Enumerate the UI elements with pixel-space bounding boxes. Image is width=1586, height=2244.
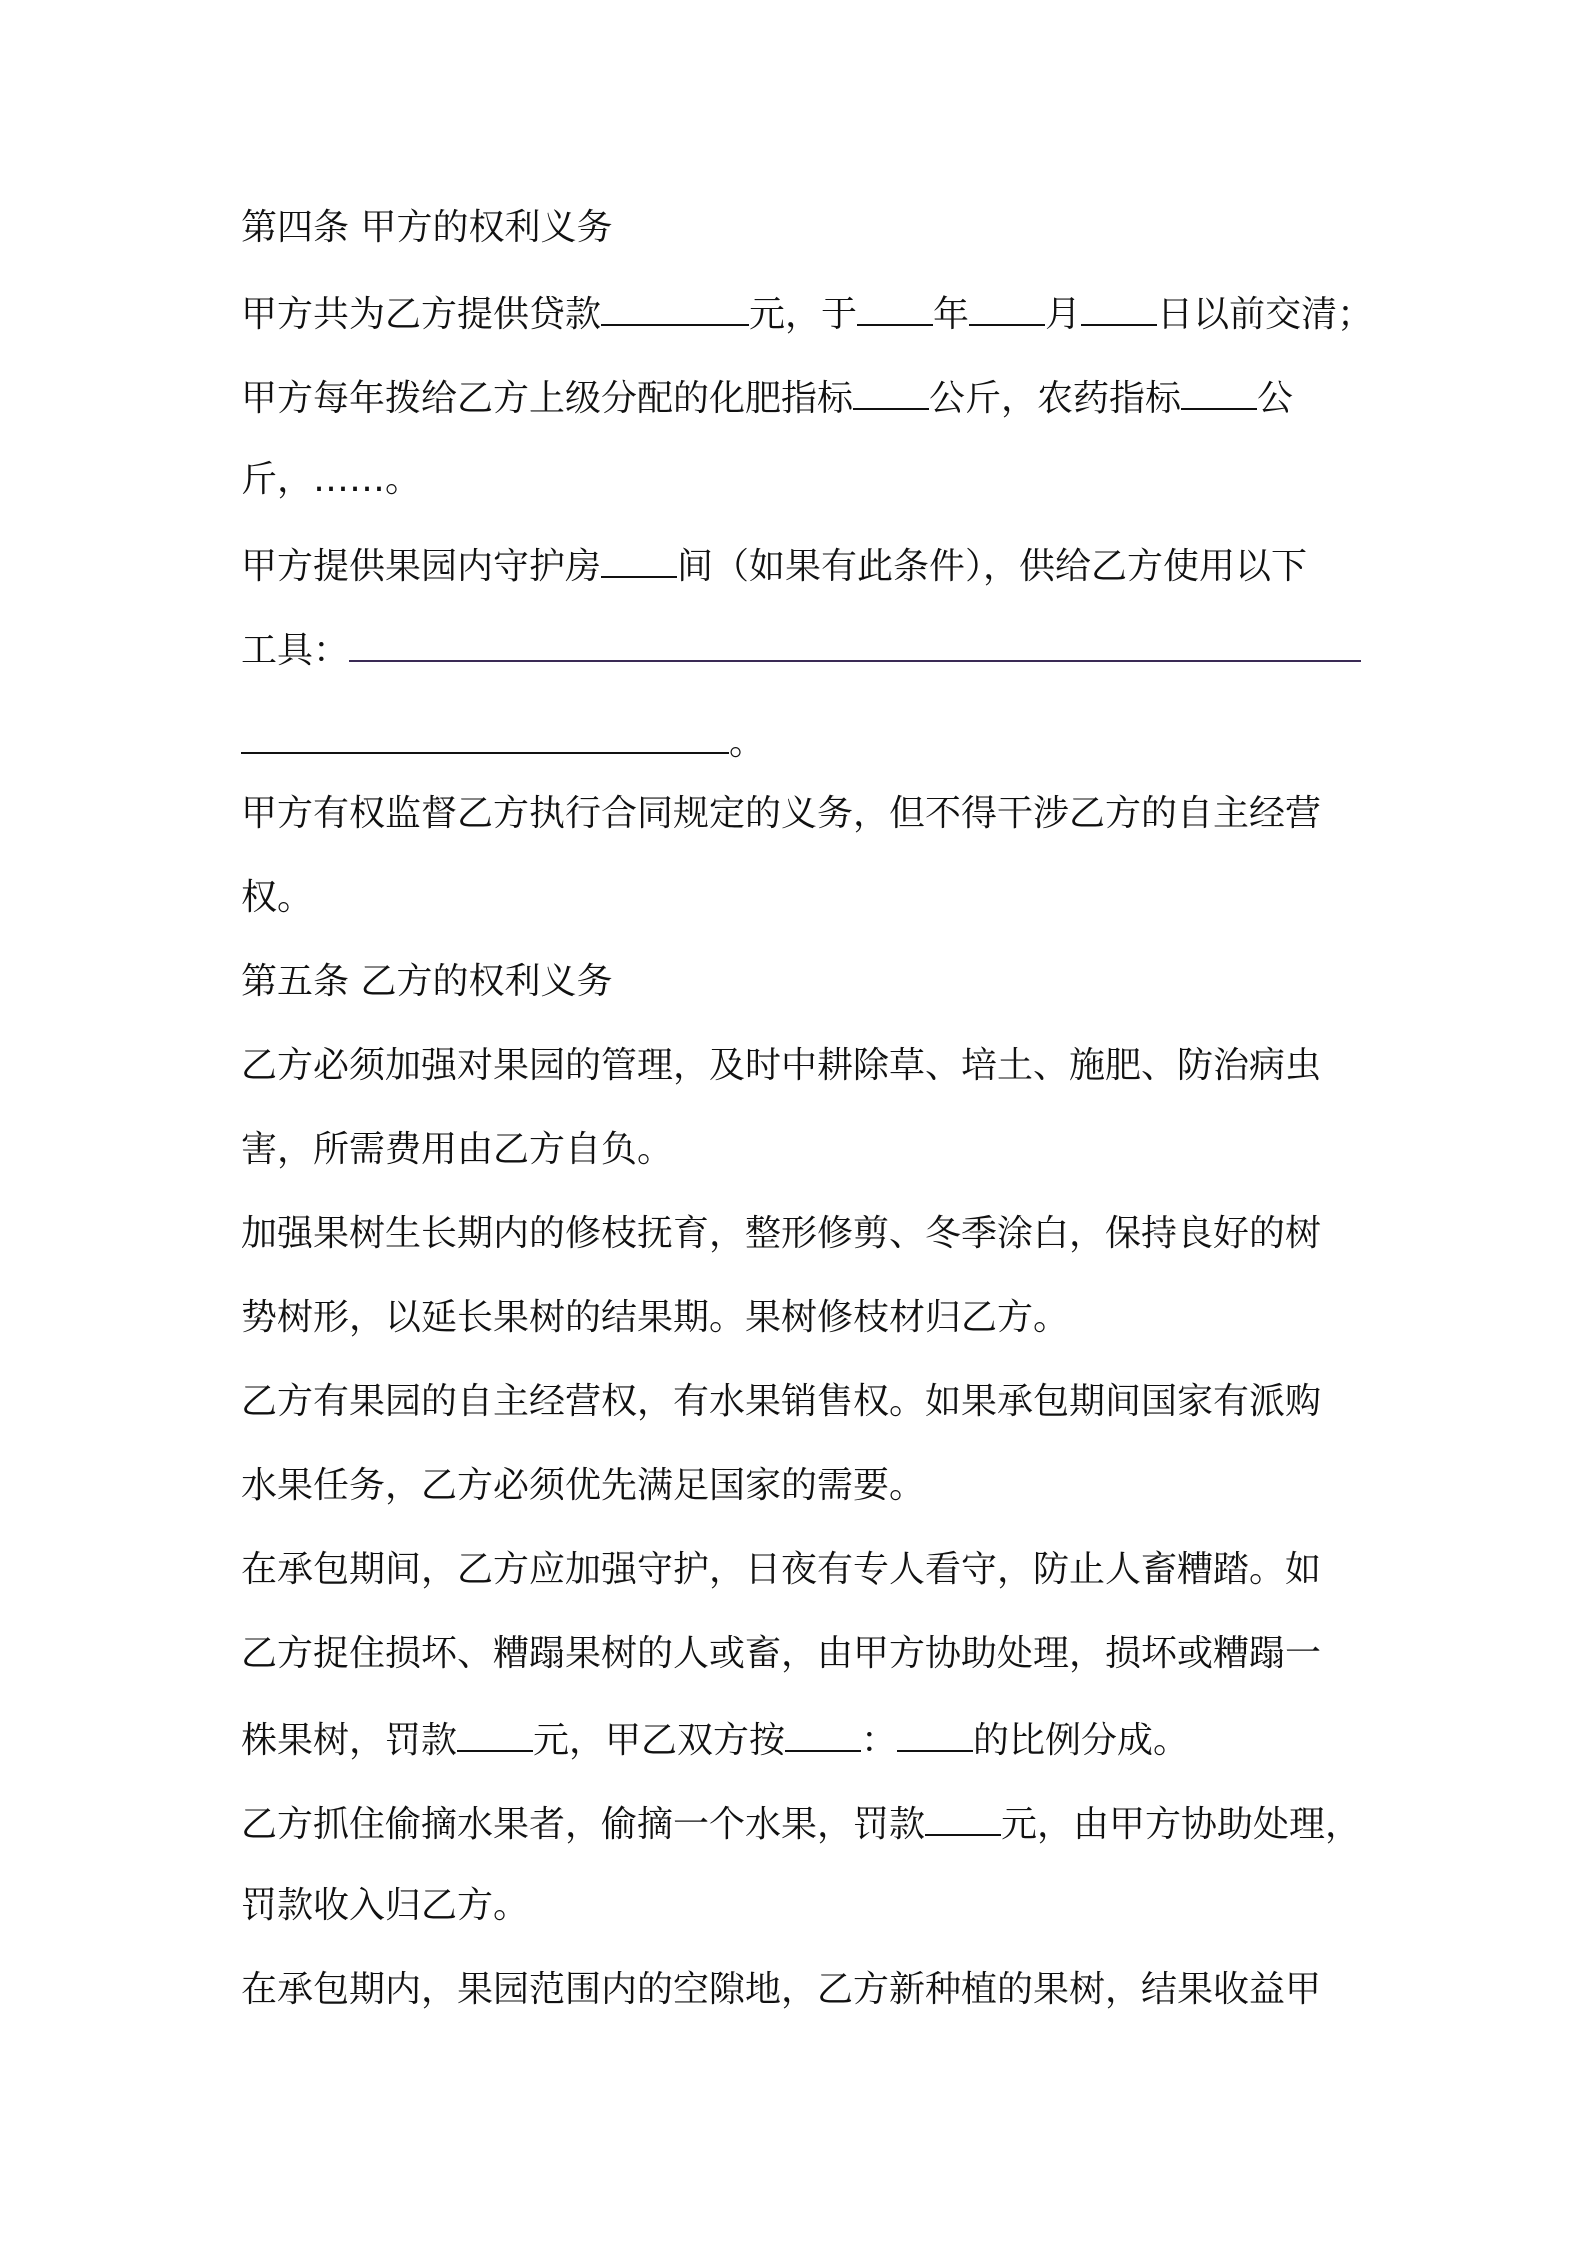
text: 元，于 — [749, 294, 858, 335]
text: 第四条 甲方的权利义务 — [241, 207, 613, 248]
text: 日以前交清； — [1157, 294, 1374, 335]
paragraph-line — [241, 792, 1321, 836]
fill-blank[interactable] — [457, 1716, 533, 1752]
paragraph-line — [241, 1044, 1321, 1088]
paragraph-line — [241, 1800, 1361, 1844]
text: 月 — [1045, 294, 1082, 335]
text: 斤，……。 — [241, 459, 422, 500]
paragraph-line — [241, 1548, 1321, 1592]
fill-blank[interactable] — [853, 374, 929, 410]
text: 乙方捉住损坏、糟蹋果树的人或畜，由甲方协助处理，损坏或糟蹋一 — [241, 1633, 1322, 1674]
paragraph-line — [241, 1716, 1189, 1760]
paragraph-line — [241, 1968, 1321, 2012]
paragraph-line — [241, 1296, 1069, 1340]
text: 甲方有权监督乙方执行合同规定的义务，但不得干涉乙方的自主经营 — [241, 793, 1322, 834]
article-5-heading — [241, 960, 612, 1004]
fill-blank[interactable] — [1081, 290, 1157, 326]
paragraph-line — [241, 1128, 673, 1172]
fill-blank[interactable] — [601, 290, 749, 326]
text: ： — [861, 1720, 898, 1761]
text: 乙方必须加强对果园的管理，及时中耕除草、培土、施肥、防治病虫 — [241, 1045, 1322, 1086]
paragraph-line — [241, 1464, 925, 1508]
text: 在承包期间，乙方应加强守护，日夜有专人看守，防止人畜糟踏。如 — [241, 1549, 1322, 1590]
paragraph-line — [241, 374, 1293, 418]
tools-fill-blank-continued[interactable] — [241, 718, 729, 754]
paragraph-line — [241, 458, 421, 502]
paragraph-line — [241, 290, 1373, 334]
text: 公 — [1257, 378, 1294, 419]
text: 加强果树生长期内的修枝抚育，整形修剪、冬季涂白，保持良好的树 — [241, 1213, 1322, 1254]
text: 乙方有果园的自主经营权，有水果销售权。如果承包期间国家有派购 — [241, 1381, 1322, 1422]
fill-blank[interactable] — [1181, 374, 1257, 410]
text: 第五条 乙方的权利义务 — [241, 961, 613, 1002]
text: 甲方共为乙方提供贷款 — [241, 294, 602, 335]
text: 乙方抓住偷摘水果者，偷摘一个水果，罚款 — [241, 1804, 926, 1845]
fill-blank[interactable] — [785, 1716, 861, 1752]
paragraph-line — [241, 876, 313, 920]
text: 甲方提供果园内守护房 — [241, 546, 602, 587]
fill-blank[interactable] — [897, 1716, 973, 1752]
text: 势树形，以延长果树的结果期。果树修枝材归乙方。 — [241, 1297, 1070, 1338]
text: 罚款收入归乙方。 — [241, 1885, 530, 1926]
fill-blank[interactable] — [601, 542, 677, 578]
text: 。 — [729, 722, 766, 763]
paragraph-line — [241, 542, 1307, 586]
fill-blank[interactable] — [969, 290, 1045, 326]
tools-fill-blank[interactable] — [349, 626, 1361, 662]
paragraph-line — [241, 1380, 1321, 1424]
paragraph-line — [241, 1884, 529, 1928]
fill-blank[interactable] — [857, 290, 933, 326]
paragraph-line — [241, 718, 765, 762]
text: 害，所需费用由乙方自负。 — [241, 1129, 674, 1170]
text: 株果树，罚款 — [241, 1720, 458, 1761]
text: 间（如果有此条件），供给乙方使用以下 — [677, 546, 1308, 587]
text: 公斤，农药指标 — [929, 378, 1182, 419]
text: 的比例分成。 — [973, 1720, 1190, 1761]
text: 工具： — [241, 630, 350, 671]
text: 水果任务，乙方必须优先满足国家的需要。 — [241, 1465, 926, 1506]
fill-blank[interactable] — [925, 1800, 1001, 1836]
paragraph-line — [241, 626, 1361, 670]
text: 年 — [933, 294, 970, 335]
article-4-heading — [241, 206, 612, 250]
paragraph-line — [241, 1632, 1321, 1676]
paragraph-line — [241, 1212, 1321, 1256]
text: 在承包期内，果园范围内的空隙地，乙方新种植的果树，结果收益甲 — [241, 1969, 1322, 2010]
text: 甲方每年拨给乙方上级分配的化肥指标 — [241, 378, 854, 419]
text: 元，由甲方协助处理， — [1001, 1804, 1362, 1845]
text: 权。 — [241, 877, 314, 918]
text: 元，甲乙双方按 — [533, 1720, 786, 1761]
